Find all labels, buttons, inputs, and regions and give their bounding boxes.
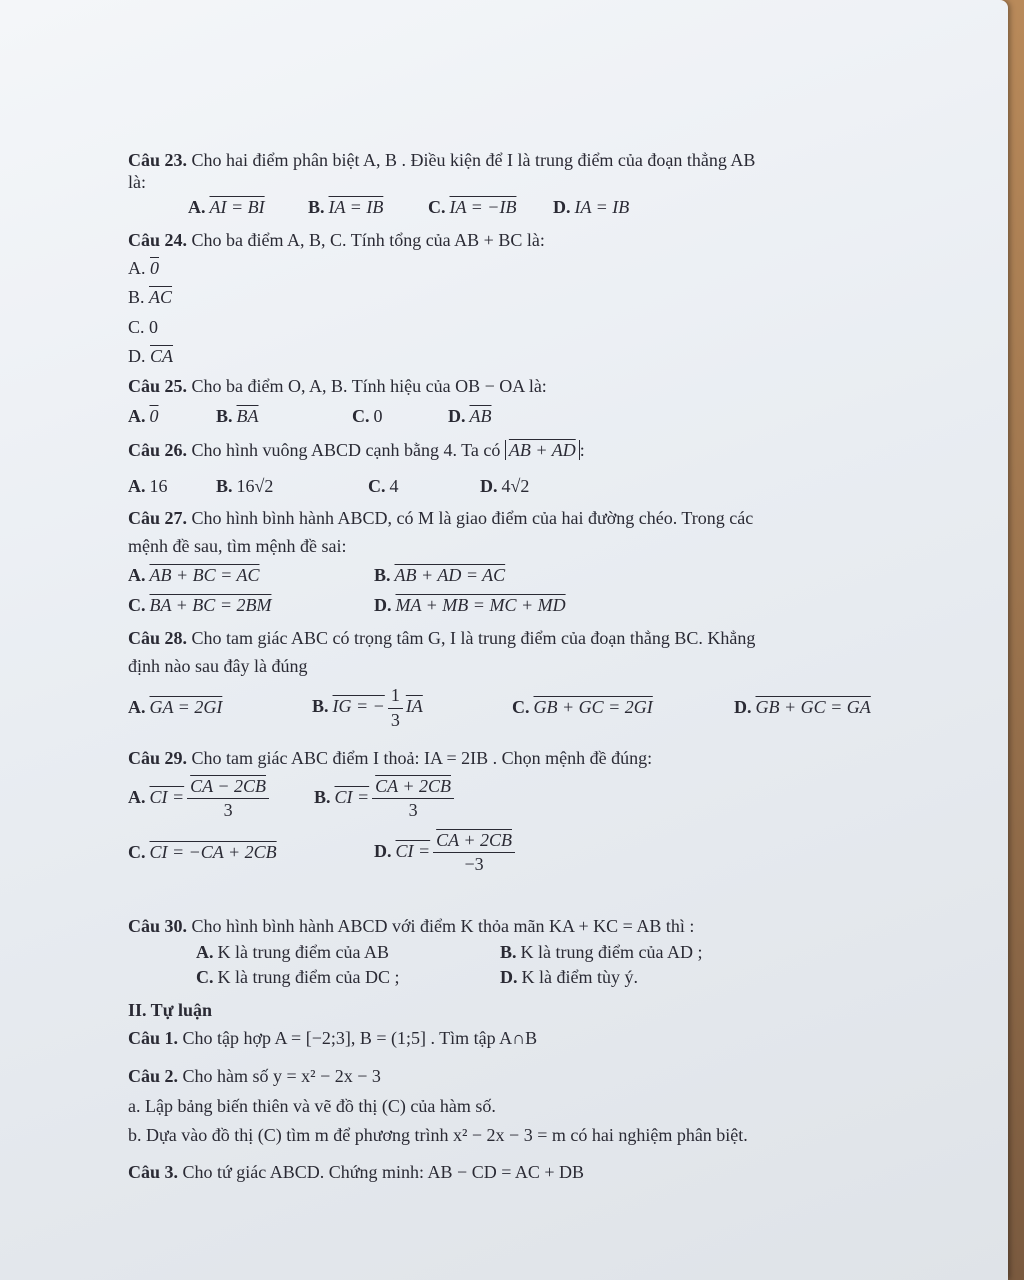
question-29: [128, 748, 908, 916]
fraction-28-b: $\frac{1}{3}$: [388, 685, 403, 731]
question-28-options: [128, 685, 908, 731]
essay-2-text: Cho hàm số y = x² − 2x − 3: [182, 1066, 381, 1086]
essay-1-label: Câu 1.: [128, 1028, 179, 1048]
option-26-c: C. 4: [368, 475, 399, 496]
essay-3-text: Cho tứ giác ABCD. Chứng minh: AB − CD = AC + DB: [182, 1162, 585, 1182]
option-23-d: D. IA = IB: [553, 197, 630, 218]
essay-2-line: [128, 1066, 908, 1088]
question-29-text: Cho tam giác ABC điểm I thoả: IA = 2IB . Chọn mệnh đề đúng:: [191, 748, 653, 768]
question-24-text: Cho ba điểm A, B, C. Tính tổng của AB + BC là:: [191, 230, 545, 250]
question-28-text: Cho tam giác ABC có trọng tâm G, I là trung điểm của đoạn thẳng BC. Khẳng: [191, 628, 756, 648]
question-26: [128, 440, 908, 508]
option-29-b: B. CI = $\frac{CA + 2CB}{3}$: [314, 776, 457, 822]
question-30-line1: [128, 916, 908, 938]
essay-2-label: Câu 2.: [128, 1066, 179, 1086]
essay-2: [128, 1066, 908, 1162]
question-23-text2: là:: [128, 171, 146, 192]
option-25-b: B. $\overline{BA}$: [216, 405, 259, 426]
question-27: [128, 508, 908, 628]
option-24-a: A. 0: [128, 257, 159, 278]
option-23-a: A. AI = BI: [188, 197, 265, 218]
question-25: [128, 376, 908, 440]
question-27-options-row2: [128, 595, 908, 617]
option-29-a: A. CI = $\frac{CA - 2CB}{3}$: [128, 776, 314, 822]
question-28-text2: định nào sau đây là đúng: [128, 655, 308, 676]
option-26-d: D. 4√2: [480, 475, 530, 496]
question-23: [128, 150, 908, 230]
essay-2-part-b: b. Dựa vào đồ thị (C) tìm m để phương trình x² − 2x − 3 = m có hai nghiệm phân biệt.: [128, 1125, 748, 1146]
question-28: [128, 628, 908, 748]
question-29-label: Câu 29.: [128, 748, 188, 768]
fraction-29-d: $\frac{CA + 2CB}{-3}$: [433, 830, 515, 876]
option-24-d: D. $\overline{CA}$: [128, 346, 174, 367]
section-essay-heading: II. Tự luận: [128, 1000, 213, 1020]
essay-1-line: [128, 1028, 908, 1050]
fraction-29-b: $\frac{CA + 2CB}{3}$: [372, 776, 454, 822]
option-25-d: D. $\overline{AB}$: [448, 405, 492, 426]
option-30-d: D. K là điểm tùy ý.: [500, 967, 638, 988]
exam-content: [128, 150, 908, 1184]
fraction-29-a: $\frac{CA - 2CB}{3}$: [187, 776, 269, 822]
question-24-label: Câu 24.: [128, 230, 188, 250]
option-28-d: D. GB + GC = GA: [734, 697, 871, 718]
question-26-line1: Câu 26. Cho hình vuông ABCD cạnh bằng 4. Ta có AB + AD :: [128, 440, 585, 460]
option-25-a: A. 0: [128, 405, 159, 426]
option-29-d: D. CI = $\frac{CA + 2CB}{-3}$: [374, 830, 518, 876]
option-26-b: B. 16√2: [216, 475, 274, 496]
question-27-text2: mệnh đề sau, tìm mệnh đề sai:: [128, 535, 347, 556]
option-27-d: D. MA + MB = MC + MD: [374, 594, 566, 615]
question-27-label: Câu 27.: [128, 508, 188, 528]
question-30-options-row1: [128, 942, 908, 964]
question-23-line1: [128, 150, 908, 172]
essay-3: [128, 1162, 908, 1184]
essay-1-text: Cho tập hợp A = [−2;3], B = (1;5] . Tìm tập A∩B: [182, 1028, 538, 1048]
question-25-options: [128, 406, 908, 428]
option-30-c: C. K là trung điểm của DC ;: [196, 967, 400, 988]
question-24: [128, 230, 908, 376]
option-25-c: C. 0: [352, 405, 383, 426]
option-28-c: C. GB + GC = 2GI: [512, 697, 653, 718]
option-29-c: C. CI = −CA + 2CB: [128, 842, 277, 863]
question-26-abs: AB + AD: [505, 440, 580, 460]
option-27-b: B. AB + AD = AC: [374, 565, 506, 586]
option-27-a: A. AB + BC = AC: [128, 565, 260, 586]
question-26-options: [128, 476, 908, 498]
question-27-line1: [128, 508, 908, 530]
question-25-label: Câu 25.: [128, 376, 188, 396]
question-26-label: Câu 26.: [128, 440, 188, 460]
question-29-options-row2: [128, 830, 908, 876]
question-30-text: Cho hình bình hành ABCD với điểm K thỏa mãn KA + KC = AB thì :: [191, 916, 695, 936]
question-25-line1: [128, 376, 908, 398]
question-23-text: Cho hai điểm phân biệt A, B . Điều kiện để I là trung điểm của đoạn thẳng AB: [191, 150, 756, 170]
option-23-c: C. IA = −IB: [428, 197, 517, 218]
option-28-b: B. IG = − $\frac{1}{3}$ $\overline{IA}$: [312, 685, 423, 730]
essay-3-label: Câu 3.: [128, 1162, 179, 1182]
question-30-options-row2: [128, 967, 908, 989]
question-24-line1: [128, 230, 908, 252]
question-30-label: Câu 30.: [128, 916, 188, 936]
option-26-a: A. 16: [128, 475, 168, 496]
question-23-options: [128, 197, 908, 219]
option-27-c: C. BA + BC = 2BM: [128, 594, 272, 615]
question-26-text: Cho hình vuông ABCD cạnh bằng 4. Ta có: [191, 440, 501, 460]
option-23-b: B. IA = IB: [308, 197, 384, 218]
option-24-b: B. $\overline{AC}$: [128, 287, 173, 308]
option-30-b: B. K là trung điểm của AD ;: [500, 941, 703, 962]
option-30-a: A. K là trung điểm của AB: [196, 941, 389, 962]
question-25-text: Cho ba điểm O, A, B. Tính hiệu của OB − OA là:: [191, 376, 547, 396]
question-27-options-row1: [128, 565, 908, 587]
essay-1: [128, 1028, 908, 1066]
option-24-c: C. 0: [128, 316, 159, 337]
question-30: [128, 916, 908, 1000]
question-23-label: Câu 23.: [128, 150, 188, 170]
essay-3-line: [128, 1162, 908, 1184]
question-27-text: Cho hình bình hành ABCD, có M là giao điểm của hai đường chéo. Trong các: [191, 508, 754, 528]
question-29-options-row1: [128, 776, 908, 822]
question-29-line1: [128, 748, 908, 770]
question-28-line1: [128, 628, 908, 650]
option-28-a: A. GA = 2GI: [128, 697, 223, 718]
question-28-label: Câu 28.: [128, 628, 188, 648]
essay-2-part-a: a. Lập bảng biến thiên và vẽ đồ thị (C) của hàm số.: [128, 1095, 496, 1116]
